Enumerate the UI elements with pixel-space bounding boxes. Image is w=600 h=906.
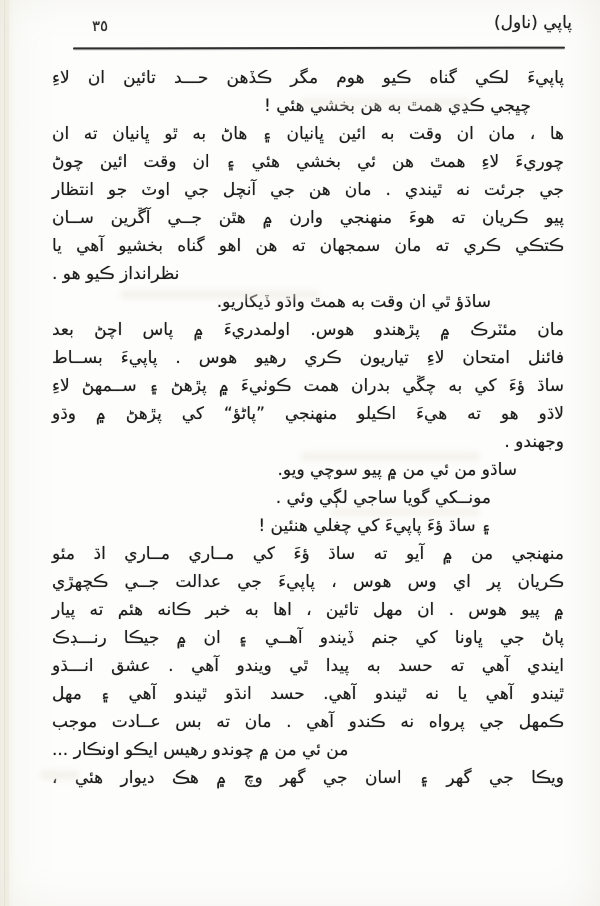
text-line: جي جرئت نه ٿيندي . مان هن جي آنچل جي اوٽ جو انتظار	[52, 180, 564, 200]
text-line: ساڌو من ئي من ۾ پيو سوچي ويو.	[277, 460, 517, 480]
text-line: ڪريان پر اي وس هوس ، پاپيءَ جي عدالت جــي ڪچهڙي	[52, 572, 564, 592]
text-line: پاڻ جي ڀاونا کي جنم ڏيندو آهــي ۽ ان ۾ جيڪا رنـــڊڪ	[52, 628, 564, 648]
text-line: منهنجي من ۾ آيو ته ساڌ ؤءَ کي مــاري مــاري اڌ مئو	[52, 544, 564, 564]
text-line: چوريءَ لاءِ همٿ هن ئي بخشي هئي ۽ ان وقت ائين چوڻ	[52, 152, 564, 172]
book-title-header: پاپي (ناول)	[494, 13, 572, 33]
text-line: مونــکي گويا ساجي لڳي وئي .	[275, 488, 491, 508]
page-number: ٣٥	[92, 17, 109, 35]
text-line: ها ، مان ان وقت به ائين ڀانيان ۽ هاڻ به ٿو ڀانيان ته ان	[52, 124, 564, 144]
text-line: وجهندو .	[504, 432, 564, 452]
text-line: مان مئٽرڪ ۾ پڙهندو هوس. اولمدريءَ ۾ پاس اچڻ بعد	[52, 320, 564, 340]
text-line: پيو ڪريان ته هوءَ منهنجي وارن ۾ هٿن جــي آڱرين ســان	[52, 208, 564, 228]
text-line: ساڌ ؤءَ کي به چڱي بدران همت ڪوٺيءَ ۾ پڙهڻ ۽ ســمهڻ لاءِ	[52, 376, 564, 396]
page-left-crease	[4, 0, 9, 906]
text-line: ۾ پيو هوس . ان مهل تائين ، اها به خبر ڪانه هئم ته پيار	[52, 600, 564, 620]
text-lines	[52, 64, 564, 792]
text-line: چڀجي ڪڍي همٿ به هن بخشي هئي !	[264, 96, 531, 116]
text-line: پاپيءَ لڪي گناه ڪيو هوم مگر ڪڏهن حـــد تائين ان لاءِ	[52, 68, 564, 88]
text-line: ۽ ساڌ ؤءَ پاپيءَ کي چغلي هنئين !	[258, 516, 491, 536]
text-line: نظرانداز ڪيو هو .	[52, 264, 180, 284]
text-line: ايندي آهي ته حسد به پيدا ٿي ويندو آهي . عشق انـــڌو	[52, 656, 564, 676]
text-line: ڪمهل جي پرواه نه ڪندو آهي . مان ته بس عــادت موجب	[52, 712, 564, 732]
text-line: من ئي من ۾ چوندو رهيس ايڪو اونڪار ...	[52, 740, 349, 760]
text-line: ڪتڪي ڪري ته مان سمجهان ته هن اهو گناه بخشيو آهي يا	[52, 236, 564, 256]
header-divider-rule	[73, 47, 565, 50]
text-line: ٿيندو آهي يا نه ٿيندو آهي. حسد انڌو ٿيندو آهي ۽ مهل	[52, 684, 564, 704]
text-line: لاڌو هو ته هيءَ اڪيلو منهنجي ”پاڻؤ“ کي پڙهڻ ۾ وڌو	[52, 404, 564, 424]
text-line: فائنل امتحان لاءِ تياريون ڪري رهيو هوس . پاپيءَ بســاط	[52, 348, 564, 368]
text-line: ساڌؤ ٿي ان وقت به همٿ واڌو ڏيکاريو.	[216, 292, 491, 312]
text-line: ويڪا جي گهر ۽ اسان جي گهر وچ ۾ هڪ ديوار هئي ،	[52, 768, 564, 788]
